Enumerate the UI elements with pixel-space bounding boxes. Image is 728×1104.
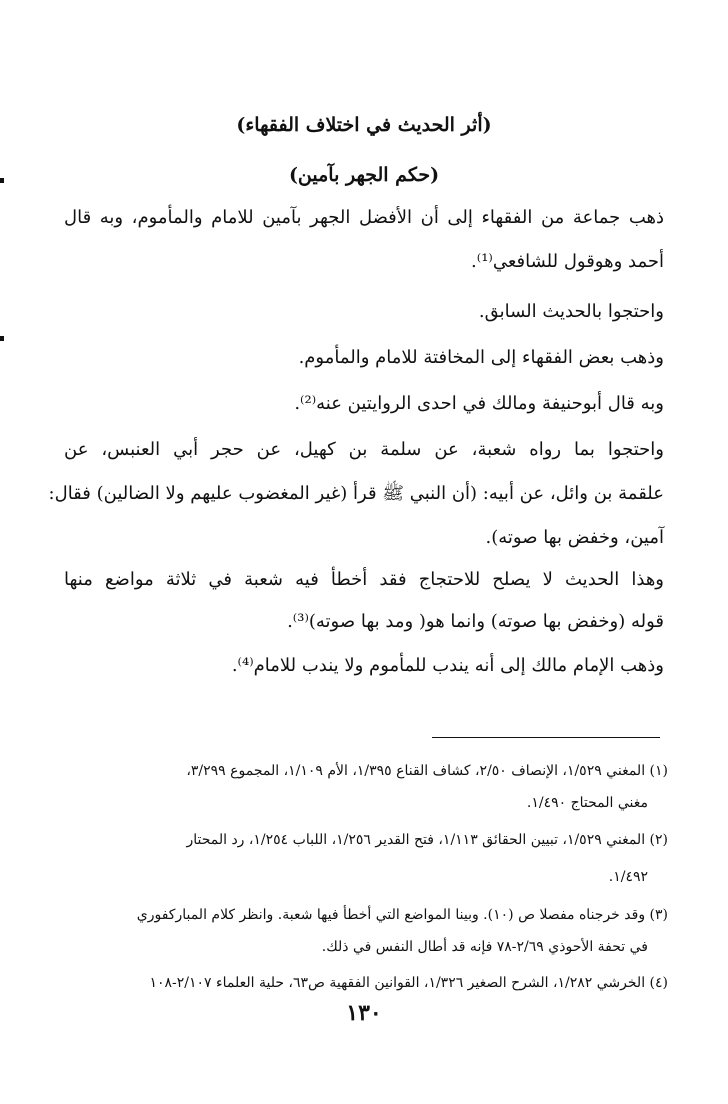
page-number: ١٣٠: [346, 1000, 382, 1026]
footnote-line: في تحفة الأحوذي ٢/٦٩-٧٨ فإنه قد أطال النفس في ذلك.: [321, 939, 648, 955]
footnote-line: (٤) الخرشي ١/٢٨٢، الشرح الصغير ١/٣٢٦، القوانين الفقهية ص٦٣، حلية العلماء ٢/١٠٧-١٠٨: [149, 975, 668, 991]
body-line: وبه قال أبوحنيفة ومالك في احدى الروايتين عنه⁽²⁾.: [294, 393, 664, 414]
body-line: آمين، وخفض بها صوته).: [485, 527, 664, 548]
body-line: قوله (وخفض بها صوته) وانما هو( ومد بها صوته)⁽³⁾.: [287, 611, 664, 632]
body-line: أحمد وهوقول للشافعي⁽¹⁾.: [471, 251, 664, 272]
footnote-line: مغني المحتاج ١/٤٩٠.: [526, 795, 648, 811]
body-line: وذهب بعض الفقهاء إلى المخافتة للامام والمأموم.: [298, 347, 664, 368]
footnote-line: (٢) المغني ١/٥٢٩، تبيين الحقائق ١/١١٣، فتح القدير ١/٢٥٦، اللباب ١/٢٥٤، رد المحتار: [186, 832, 668, 848]
footnote-separator: [432, 737, 660, 738]
body-line: واحتجوا بما رواه شعبة، عن سلمة بن كهيل، عن حجر أبي العنبس، عن: [64, 439, 664, 460]
footnote-line: (١) المغني ١/٥٢٩، الإنصاف ٢/٥٠، كشاف القناع ١/٣٩٥، الأم ١/١٠٩، المجموع ٣/٢٩٩،: [186, 763, 668, 779]
body-line: وهذا الحديث لا يصلح للاحتجاج فقد أخطأ فيه شعبة في ثلاثة مواضع منها: [64, 569, 664, 590]
body-line: ذهب جماعة من الفقهاء إلى أن الأفضل الجهر بآمين للامام والمأموم، وبه قال: [64, 207, 664, 228]
chapter-heading: (أثر الحديث في اختلاف الفقهاء): [236, 114, 492, 136]
footnote-line: (٣) وقد خرجناه مفصلا ص (١٠). وبينا المواضع التي أخطأ فيها شعبة. وانظر كلام المباركفوري: [136, 907, 668, 923]
footnote-line: ١/٤٩٢.: [608, 869, 648, 885]
body-line: واحتجوا بالحديث السابق.: [478, 301, 664, 322]
scan-edge-mark: [0, 178, 4, 183]
body-line: علقمة بن وائل، عن أبيه: (أن النبي ﷺ قرأ (غير المغضوب عليهم ولا الضالين) فقال:: [48, 483, 664, 504]
section-heading: (حكم الجهر بآمين): [288, 164, 440, 186]
body-line: وذهب الإمام مالك إلى أنه يندب للمأموم ولا يندب للامام⁽⁴⁾.: [231, 655, 664, 676]
scan-edge-mark: [0, 336, 4, 341]
